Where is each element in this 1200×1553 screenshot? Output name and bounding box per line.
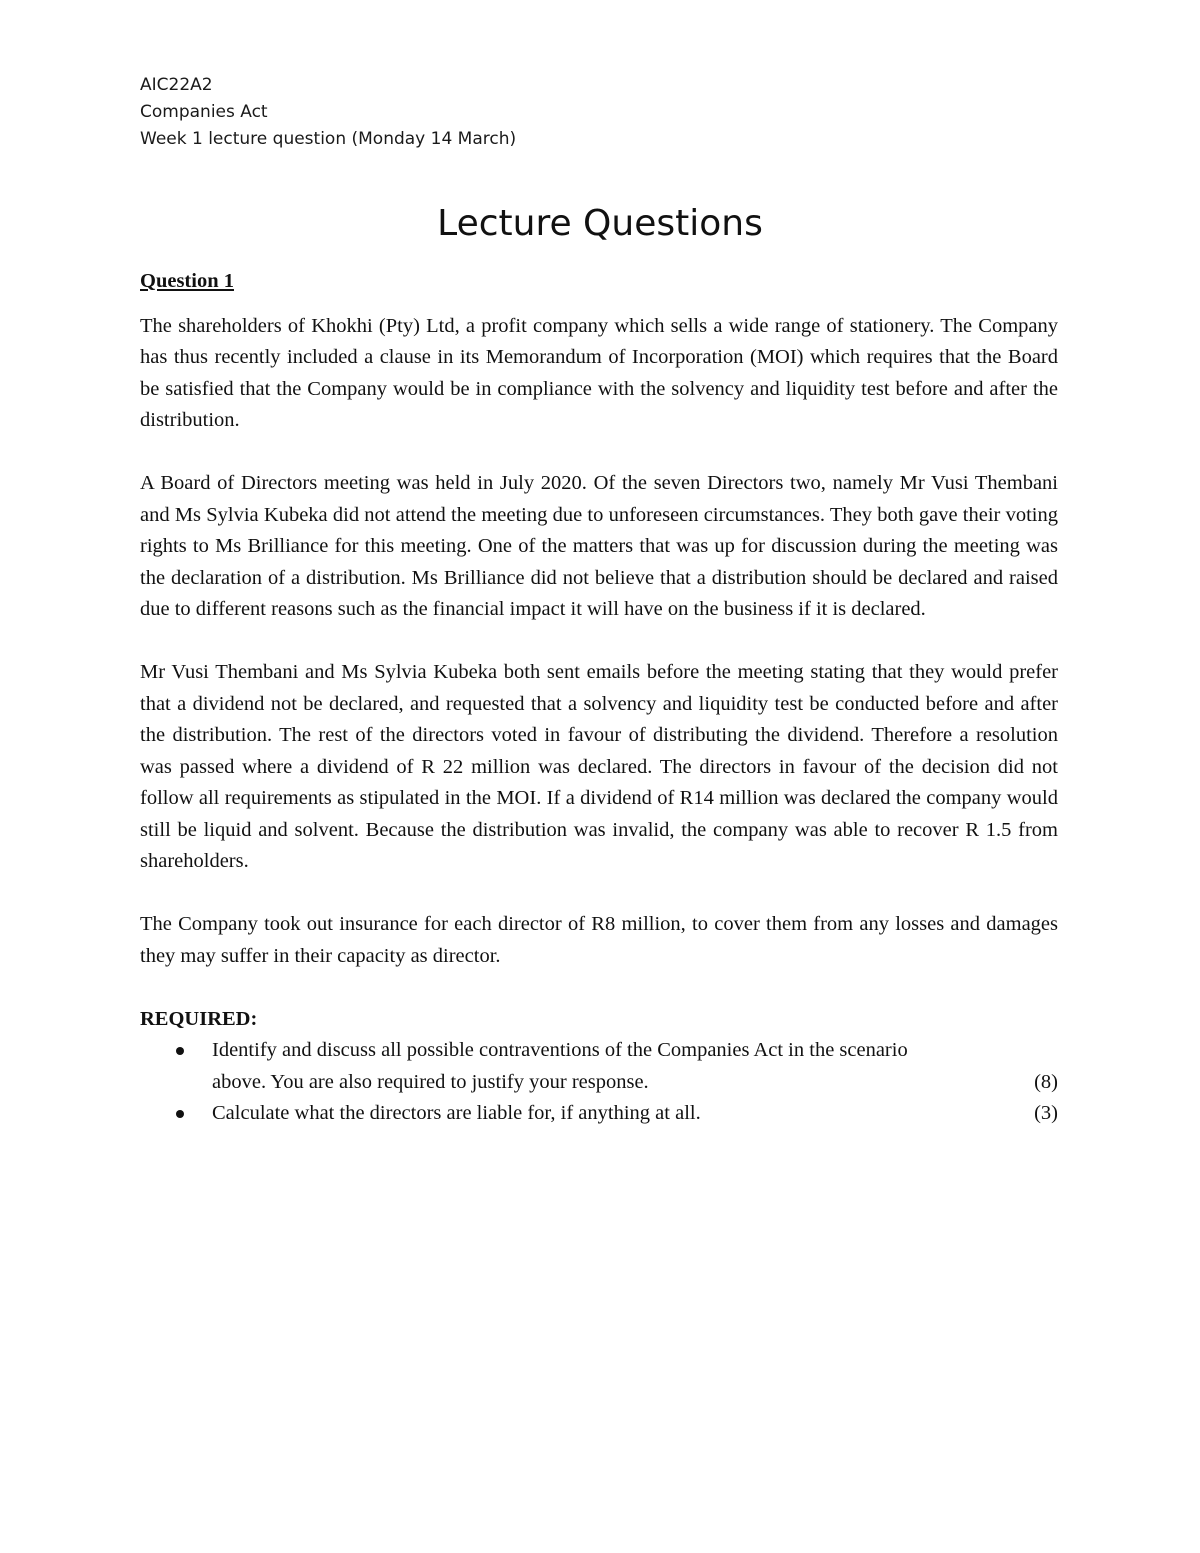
requirement-item xyxy=(140,1035,1058,1098)
page-title: Lecture Questions xyxy=(437,203,763,244)
question-section xyxy=(140,266,1058,1130)
requirement-text-line1: Calculate what the directors are liable for, if anything at all. xyxy=(212,1102,701,1124)
course-code: AIC22A2 xyxy=(140,75,213,95)
requirement-marks: (8) xyxy=(1034,1070,1058,1093)
requirement-text-line1: Identify and discuss all possible contraventions of the Companies Act in the scenario xyxy=(212,1039,908,1061)
paragraph-dividend-resolution: Mr Vusi Thembani and Ms Sylvia Kubeka both sent emails before the meeting stating that they would prefer that a dividend not be declared, and requested that a solvency and liquidity test be conducted before and after the distribution. The rest of the directors voted in favour of distributing the dividend. Therefore a resolution was passed where a dividend of R 22 million was declared. The directors in favour of the decision did not follow all requirements as stipulated in the MOI. If a dividend of R14 million was declared the company would still be liquid and solvent. Because the distribution was invalid, the company was able to recover R 1.5 from shareholders. xyxy=(140,661,1058,872)
paragraph-board-meeting: A Board of Directors meeting was held in July 2020. Of the seven Directors two, namely Mr Vusi Thembani and Ms Sylvia Kubeka did not attend the meeting due to unforeseen circumstances. They both gave their voting rights to Ms Brilliance for this meeting. One of the matters that was up for discussion during the meeting was the declaration of a distribution. Ms Brilliance did not believe that a distribution should be declared and raised due to different reasons such as the financial impact it will have on the business if it is declared. xyxy=(140,472,1058,620)
week-line: Week 1 lecture question (Monday 14 March) xyxy=(140,129,517,149)
bullet-icon xyxy=(176,1110,184,1118)
requirements-list xyxy=(140,1035,1058,1130)
required-label: REQUIRED: xyxy=(140,1007,258,1030)
paragraph-scenario-intro: The shareholders of Khokhi (Pty) Ltd, a profit company which sells a wide range of stationery. The Company has thus recently included a clause in its Memorandum of Incorporation (MOI) which requires that the Board be satisfied that the Company would be in compliance with the solvency and liquidity test before and after the distribution. xyxy=(140,314,1058,431)
bullet-icon xyxy=(176,1047,184,1055)
requirement-item xyxy=(140,1098,1058,1130)
paragraph-insurance: The Company took out insurance for each director of R8 million, to cover them from any losses and damages they may suffer in their capacity as director. xyxy=(140,913,1058,967)
requirement-marks: (3) xyxy=(1034,1102,1058,1124)
requirement-text-line2: above. You are also required to justify your response. xyxy=(212,1070,649,1093)
subject-line: Companies Act xyxy=(140,102,268,122)
question-heading: Question 1 xyxy=(140,270,234,292)
document-header xyxy=(140,72,516,153)
